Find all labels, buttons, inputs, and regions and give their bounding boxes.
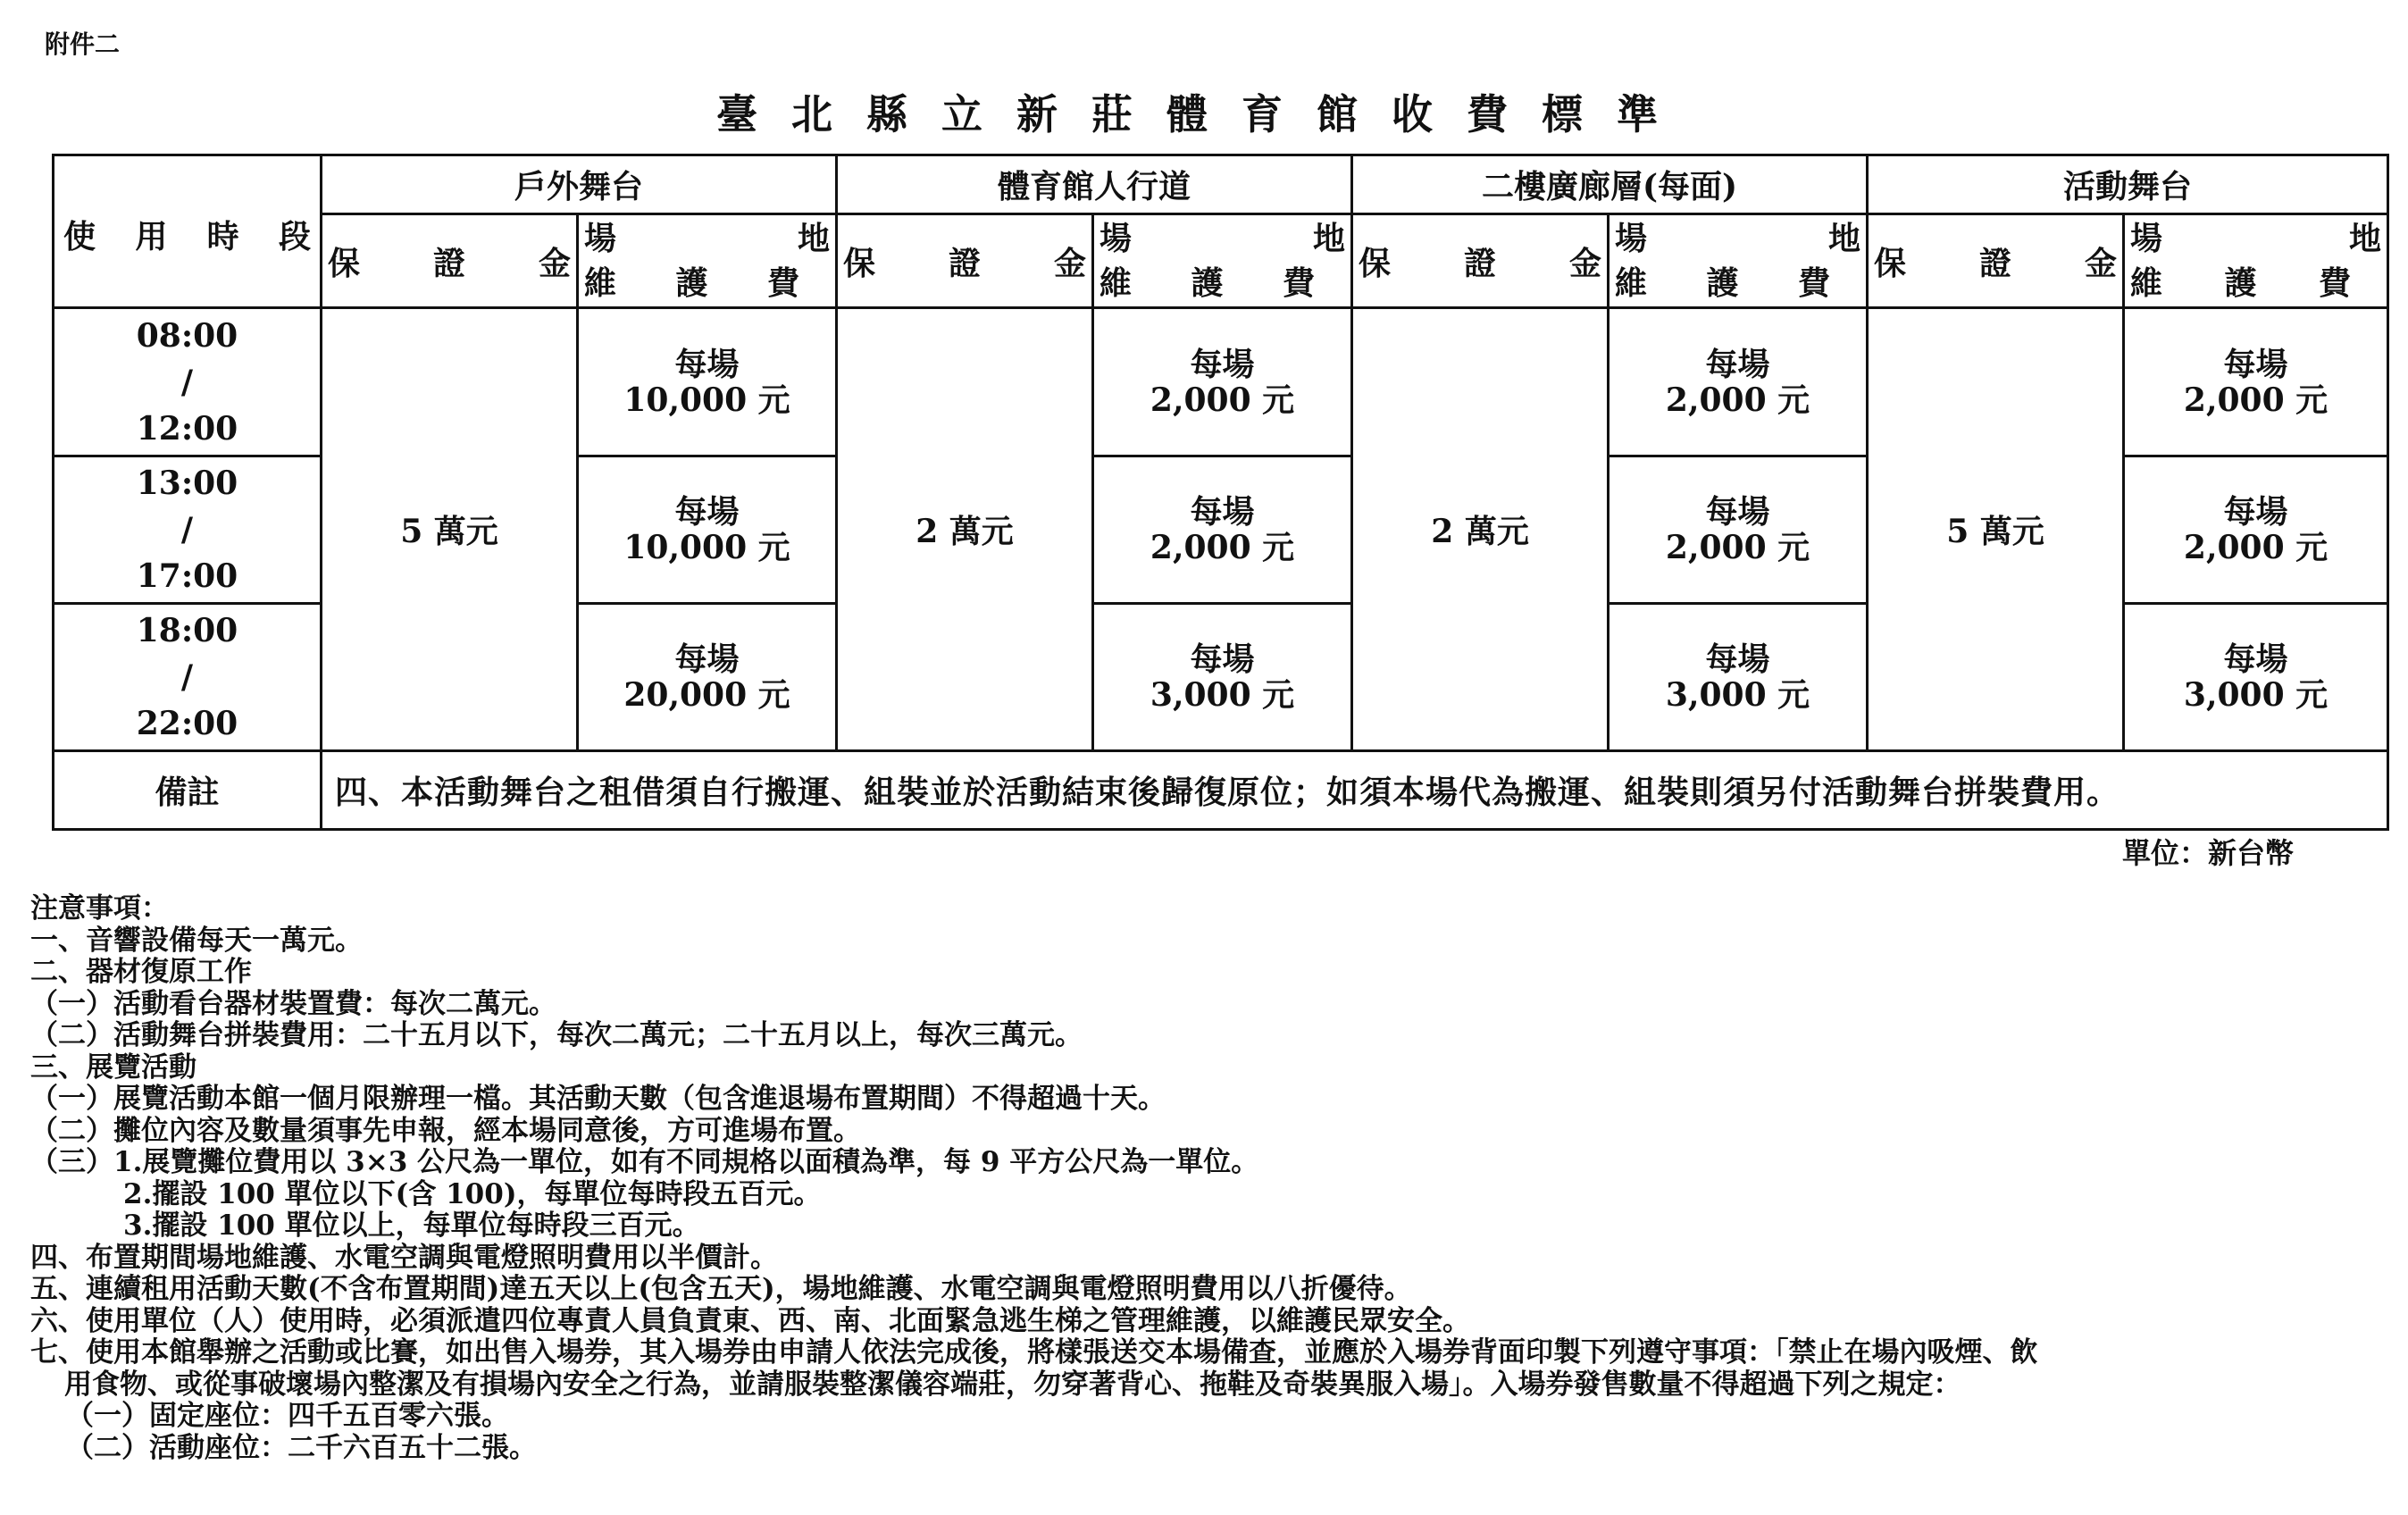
fee-table	[52, 154, 2389, 831]
note-line: 七、使用本館舉辦之活動或比賽，如出售入場券，其入場券由申請人依法完成後，將樣張送交本場備查，並應於入場券背面印製下列遵守事項：「禁止在場內吸煙、飲	[30, 1336, 2038, 1369]
note-line: （二）攤位內容及數量須事先申報，經本場同意後，方可進場布置。	[30, 1114, 861, 1147]
note-line: 3.擺設 100 單位以上，每單位每時段三百元。	[123, 1209, 700, 1242]
period-header: 使 用 時 段	[54, 155, 322, 308]
note-line: 用食物、或從事破壞場內整潔及有損場內安全之行為，並請服裝整潔儀容端莊，勿穿著背心、拖鞋及奇裝異服入場」。入場券發售數量不得超過下列之規定：	[64, 1368, 1961, 1401]
fee-value: 每場 3,000 元	[1093, 603, 1352, 750]
fee-value: 每場 10,000 元	[578, 308, 837, 456]
deposit-value: 5 萬元	[1868, 308, 2124, 751]
fee-value: 每場 2,000 元	[1093, 456, 1352, 603]
fee-value: 每場 2,000 元	[2124, 456, 2388, 603]
deposit-value: 5 萬元	[322, 308, 578, 751]
venue-header: 體育館人行道	[837, 155, 1352, 214]
fee-header: 場 地 維 護 費	[1093, 214, 1352, 308]
deposit-value: 2 萬元	[1352, 308, 1609, 751]
note-line: （一）固定座位：四千五百零六張。	[66, 1400, 509, 1432]
note-line: 三、展覽活動	[30, 1050, 196, 1084]
fee-value: 每場 3,000 元	[2124, 603, 2388, 750]
deposit-header: 保 證 金	[837, 214, 1093, 308]
time-period: 13:00 / 17:00	[54, 456, 322, 603]
venue-header: 活動舞台	[1868, 155, 2388, 214]
note-line: 六、使用單位（人）使用時，必須派遣四位專責人員負責東、西、南、北面緊急逃生梯之管理維護，以維護民眾安全。	[30, 1304, 1470, 1337]
fee-value: 每場 3,000 元	[1609, 603, 1868, 750]
note-line: 2.擺設 100 單位以下(含 100)，每單位每時段五百元。	[123, 1177, 822, 1210]
note-line: 二、器材復原工作	[30, 956, 252, 988]
fee-value: 每場 2,000 元	[1093, 308, 1352, 456]
fee-value: 每場 2,000 元	[1609, 456, 1868, 603]
deposit-header: 保 證 金	[322, 214, 578, 308]
deposit-header: 保 證 金	[1352, 214, 1609, 308]
remarks-label: 備註	[54, 751, 322, 830]
deposit-value: 2 萬元	[837, 308, 1093, 751]
notes-heading: 注意事項：	[30, 892, 169, 925]
note-line: 一、音響設備每天一萬元。	[30, 924, 363, 957]
note-line: （二）活動座位：二千六百五十二張。	[66, 1431, 537, 1464]
notes-section	[30, 893, 2379, 1464]
remarks-text: 四、本活動舞台之租借須自行搬運、組裝並於活動結束後歸復原位；如須本場代為搬運、組裝則須另付活動舞台拼裝費用。	[322, 751, 2388, 830]
note-line: （一）展覽活動本館一個月限辦理一檔。其活動天數（包含進退場布置期間）不得超過十天。	[30, 1083, 1166, 1115]
venue-header: 戶外舞台	[322, 155, 837, 214]
fee-value: 每場 10,000 元	[578, 456, 837, 603]
note-line: （二）活動舞台拼裝費用：二十五月以下，每次二萬元；二十五月以上，每次三萬元。	[30, 1019, 1083, 1051]
attachment-label: 附件二	[45, 29, 121, 59]
note-line: 四、布置期間場地維護、水電空調與電燈照明費用以半價計。	[30, 1241, 778, 1274]
deposit-header: 保 證 金	[1868, 214, 2124, 308]
unit-note: 單位：新台幣	[2122, 836, 2295, 870]
venue-header: 二樓廣廊層(每面)	[1352, 155, 1868, 214]
fee-header: 場 地 維 護 費	[2124, 214, 2388, 308]
fee-value: 每場 20,000 元	[578, 603, 837, 750]
page-title: 臺北縣立新莊體育館收費標準	[716, 90, 1692, 138]
note-line: 五、連續租用活動天數(不含布置期間)達五天以上(包含五天)，場地維護、水電空調與電燈照明費用以八折優待。	[30, 1273, 1412, 1305]
time-period: 18:00 / 22:00	[54, 603, 322, 750]
fee-value: 每場 2,000 元	[1609, 308, 1868, 456]
note-line: （一）活動看台器材裝置費：每次二萬元。	[30, 987, 556, 1020]
note-line: （三）1.展覽攤位費用以 3×3 公尺為一單位，如有不同規格以面積為準，每 9 平方公尺為一單位。	[30, 1146, 1259, 1178]
fee-header: 場 地 維 護 費	[578, 214, 837, 308]
time-period: 08:00 / 12:00	[54, 308, 322, 456]
fee-value: 每場 2,000 元	[2124, 308, 2388, 456]
fee-header: 場 地 維 護 費	[1609, 214, 1868, 308]
